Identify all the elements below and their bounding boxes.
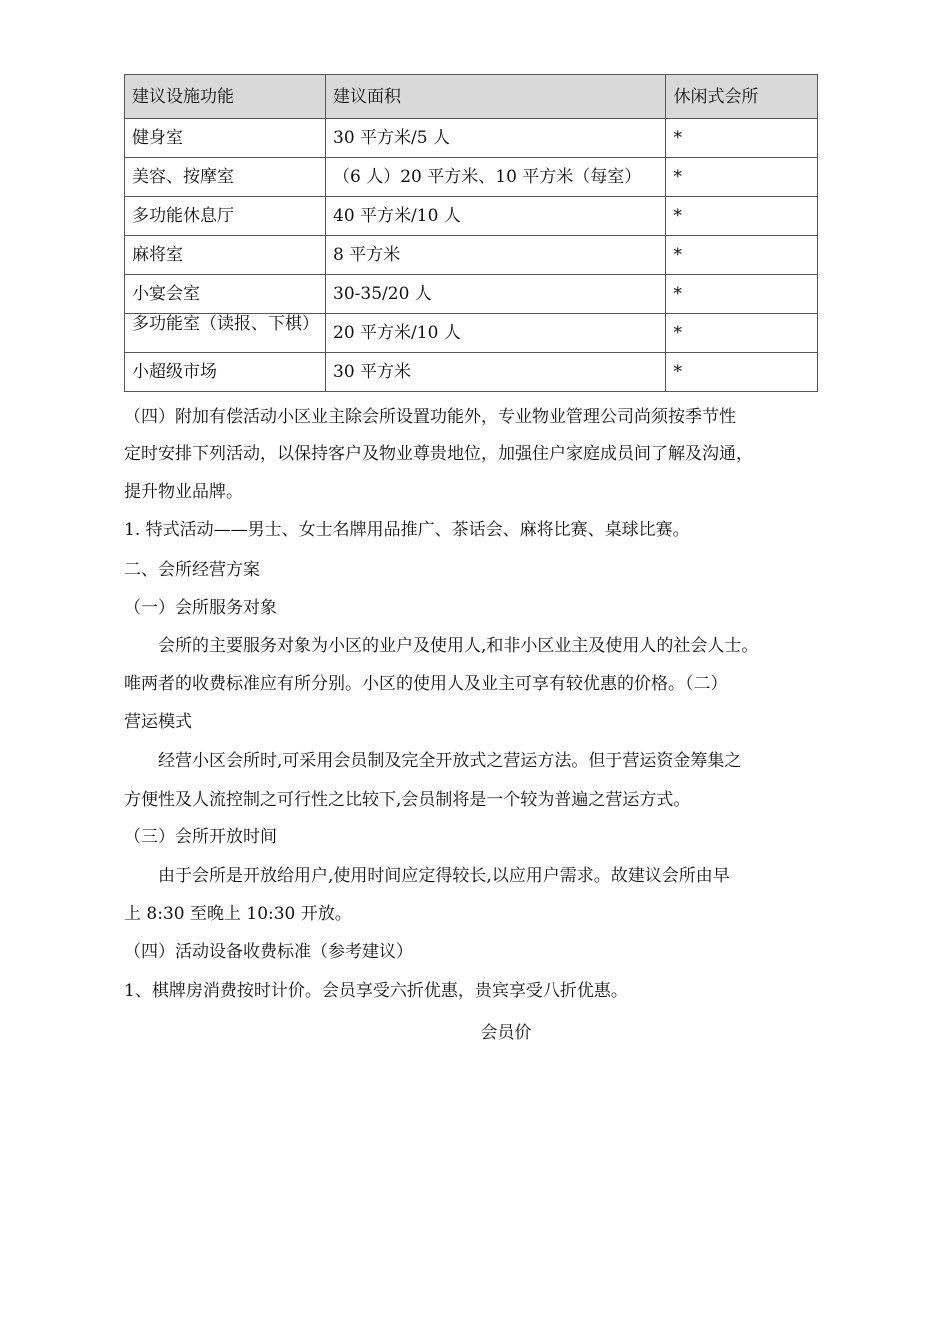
- table-cell: 小宴会室: [125, 275, 326, 314]
- paragraph-line: 经营小区会所时,可采用会员制及完全开放式之营运方法。但于营运资金筹集之: [158, 751, 742, 771]
- table-cell: 20 平方米/10 人: [326, 314, 666, 353]
- subsection-heading: （三）会所开放时间: [124, 827, 277, 847]
- table-cell: *: [666, 158, 818, 197]
- paragraph-line: 定时安排下列活动，以保持客户及物业尊贵地位，加强住户家庭成员间了解及沟通，: [124, 444, 753, 464]
- table-cell: 麻将室: [125, 236, 326, 275]
- table-cell: 多功能休息厅: [125, 197, 326, 236]
- table-cell: 30-35/20 人: [326, 275, 666, 314]
- table-cell: 健身室: [125, 119, 326, 158]
- table-cell: *: [666, 236, 818, 275]
- table-row: [125, 314, 818, 353]
- paragraph-line: 方便性及人流控制之可行性之比较下,会员制将是一个较为普遍之营运方式。: [124, 790, 691, 810]
- list-item: 1、棋牌房消费按时计价。会员享受六折优惠，贵宾享受八折优惠。: [124, 981, 628, 1001]
- table-header-cell: 建议设施功能: [125, 75, 326, 119]
- facility-table: [124, 74, 818, 392]
- table-row: [125, 353, 818, 392]
- table-row: [125, 236, 818, 275]
- subsection-heading: （四）活动设备收费标准（参考建议）: [124, 942, 413, 962]
- table-cell: *: [666, 119, 818, 158]
- table-cell: 40 平方米/10 人: [326, 197, 666, 236]
- table-row: [125, 119, 818, 158]
- paragraph-line: 由于会所是开放给用户,使用时间应定得较长,以应用户需求。故建议会所由早: [158, 866, 730, 886]
- table-cell: 8 平方米: [326, 236, 666, 275]
- table-header-cell: 建议面积: [326, 75, 666, 119]
- subsection-heading: 营运模式: [124, 712, 192, 732]
- table-cell: 小超级市场: [125, 353, 326, 392]
- table-row: [125, 158, 818, 197]
- subsection-heading: （一）会所服务对象: [124, 598, 277, 618]
- paragraph-line: 唯两者的收费标准应有所分别。小区的使用人及业主可享有较优惠的价格。（二）: [124, 674, 728, 694]
- table-cell: （6 人）20 平方米、10 平方米（每室）: [326, 158, 666, 197]
- table-cell: 美容、按摩室: [125, 158, 326, 197]
- table-cell: 30 平方米: [326, 353, 666, 392]
- table-header-cell: 休闲式会所: [666, 75, 818, 119]
- table-row: [125, 197, 818, 236]
- table-cell: *: [666, 275, 818, 314]
- paragraph-line: （四）附加有偿活动小区业主除会所设置功能外，专业物业管理公司尚须按季节性: [124, 407, 736, 427]
- paragraph-line: 上 8:30 至晚上 10:30 开放。: [124, 904, 352, 924]
- table-cell: *: [666, 197, 818, 236]
- table-row: [125, 275, 818, 314]
- paragraph-line: 会所的主要服务对象为小区的业户及使用人,和非小区业主及使用人的社会人士。: [158, 636, 759, 656]
- section-heading: 二、会所经营方案: [124, 560, 260, 580]
- table-cell: 30 平方米/5 人: [326, 119, 666, 158]
- table-cell: *: [666, 353, 818, 392]
- paragraph-line: 提升物业品牌。: [124, 482, 243, 502]
- list-item: 1. 特式活动——男士、女士名牌用品推广、茶话会、麻将比赛、桌球比赛。: [124, 520, 690, 540]
- table-cell: *: [666, 314, 818, 353]
- price-title: 会员价: [480, 1023, 532, 1043]
- table-header-row: [125, 75, 818, 119]
- table-cell: 多功能室（读报、下棋）: [125, 314, 326, 353]
